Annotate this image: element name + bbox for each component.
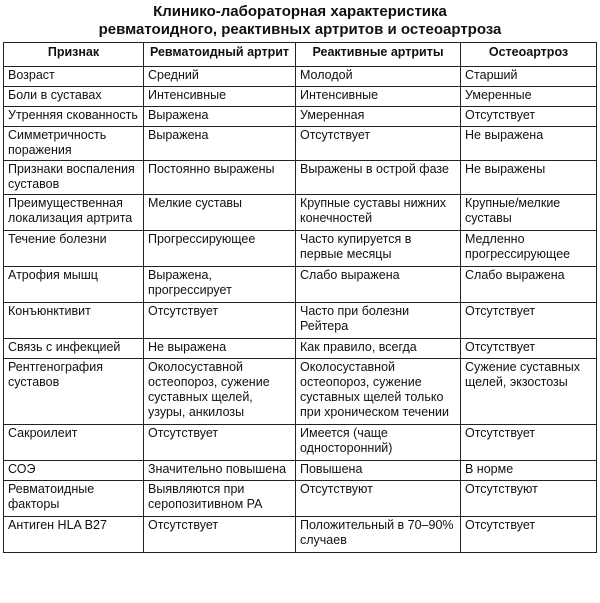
header-osteoarthritis: Остеоартроз (461, 43, 597, 67)
feature-cell: Течение болезни (4, 231, 144, 267)
feature-cell: Конъюнктивит (4, 303, 144, 339)
table-row (4, 359, 597, 425)
feature-cell: Преимущественная локализация артрита (4, 195, 144, 231)
feature-cell: Сакроилеит (4, 425, 144, 461)
table-row (4, 461, 597, 481)
reactive-cell: Околосуставной остеопороз, сужение суставных щелей только при хроническом течении (296, 359, 461, 425)
table-row (4, 481, 597, 517)
feature-cell: Симметричность поражения (4, 127, 144, 161)
rheumatoid-cell: Отсутствует (144, 303, 296, 339)
header-reactive: Реактивные артриты (296, 43, 461, 67)
osteoarthritis-cell: Не выражены (461, 161, 597, 195)
title-line-1: Клинико-лабораторная характеристика (153, 3, 447, 20)
header-feature: Признак (4, 43, 144, 67)
table-title (0, 0, 600, 38)
osteoarthritis-cell: Слабо выражена (461, 267, 597, 303)
feature-cell: Связь с инфекцией (4, 339, 144, 359)
feature-cell: Признаки воспаления суставов (4, 161, 144, 195)
feature-cell: Атрофия мышц (4, 267, 144, 303)
osteoarthritis-cell: Отсутствует (461, 303, 597, 339)
reactive-cell: Положительный в 70–90% случаев (296, 517, 461, 553)
reactive-cell: Отсутствуют (296, 481, 461, 517)
rheumatoid-cell: Выражена (144, 107, 296, 127)
reactive-cell: Часто купируется в первые месяцы (296, 231, 461, 267)
feature-cell: Ревматоидные факторы (4, 481, 144, 517)
rheumatoid-cell: Отсутствует (144, 517, 296, 553)
title-line-2: ревматоидного, реактивных артритов и остеоартроза (98, 21, 502, 38)
osteoarthritis-cell: Сужение суставных щелей, экзостозы (461, 359, 597, 425)
osteoarthritis-cell: Медленно прогрессирующее (461, 231, 597, 267)
feature-cell: Возраст (4, 67, 144, 87)
table-row (4, 195, 597, 231)
table-row (4, 127, 597, 161)
osteoarthritis-cell: Отсутствует (461, 517, 597, 553)
reactive-cell: Повышена (296, 461, 461, 481)
reactive-cell: Умеренная (296, 107, 461, 127)
header-row (4, 43, 597, 67)
osteoarthritis-cell: Отсутствует (461, 107, 597, 127)
table-row (4, 107, 597, 127)
rheumatoid-cell: Прогрессирующее (144, 231, 296, 267)
reactive-cell: Имеется (чаще односторонний) (296, 425, 461, 461)
header-rheumatoid: Ревматоидный артрит (144, 43, 296, 67)
table-row (4, 339, 597, 359)
feature-cell: Утренняя скованность (4, 107, 144, 127)
reactive-cell: Крупные суставы нижних конечностей (296, 195, 461, 231)
osteoarthritis-cell: Отсутствует (461, 339, 597, 359)
reactive-cell: Слабо выражена (296, 267, 461, 303)
rheumatoid-cell: Выражена, прогрессирует (144, 267, 296, 303)
osteoarthritis-cell: Умеренные (461, 87, 597, 107)
rheumatoid-cell: Средний (144, 67, 296, 87)
reactive-cell: Выражены в острой фазе (296, 161, 461, 195)
table-row (4, 87, 597, 107)
reactive-cell: Интенсивные (296, 87, 461, 107)
rheumatoid-cell: Выявляются при серопозитивном РА (144, 481, 296, 517)
table-row (4, 267, 597, 303)
table-row (4, 425, 597, 461)
reactive-cell: Часто при болезни Рейтера (296, 303, 461, 339)
table-row (4, 303, 597, 339)
feature-cell: Антиген HLA B27 (4, 517, 144, 553)
rheumatoid-cell: Постоянно выражены (144, 161, 296, 195)
rheumatoid-cell: Околосуставной остеопороз, сужение суставных щелей, узуры, анкилозы (144, 359, 296, 425)
feature-cell: Рентгенография суставов (4, 359, 144, 425)
feature-cell: СОЭ (4, 461, 144, 481)
osteoarthritis-cell: Старший (461, 67, 597, 87)
osteoarthritis-cell: Крупные/мелкие суставы (461, 195, 597, 231)
rheumatoid-cell: Не выражена (144, 339, 296, 359)
rheumatoid-cell: Мелкие суставы (144, 195, 296, 231)
table-row (4, 67, 597, 87)
table-row (4, 517, 597, 553)
comparison-table (3, 42, 597, 553)
osteoarthritis-cell: Отсутствуют (461, 481, 597, 517)
reactive-cell: Молодой (296, 67, 461, 87)
osteoarthritis-cell: Не выражена (461, 127, 597, 161)
reactive-cell: Отсутствует (296, 127, 461, 161)
rheumatoid-cell: Значительно повышена (144, 461, 296, 481)
table-row (4, 231, 597, 267)
table-row (4, 161, 597, 195)
osteoarthritis-cell: В норме (461, 461, 597, 481)
rheumatoid-cell: Интенсивные (144, 87, 296, 107)
rheumatoid-cell: Отсутствует (144, 425, 296, 461)
reactive-cell: Как правило, всегда (296, 339, 461, 359)
osteoarthritis-cell: Отсутствует (461, 425, 597, 461)
feature-cell: Боли в суставах (4, 87, 144, 107)
rheumatoid-cell: Выражена (144, 127, 296, 161)
